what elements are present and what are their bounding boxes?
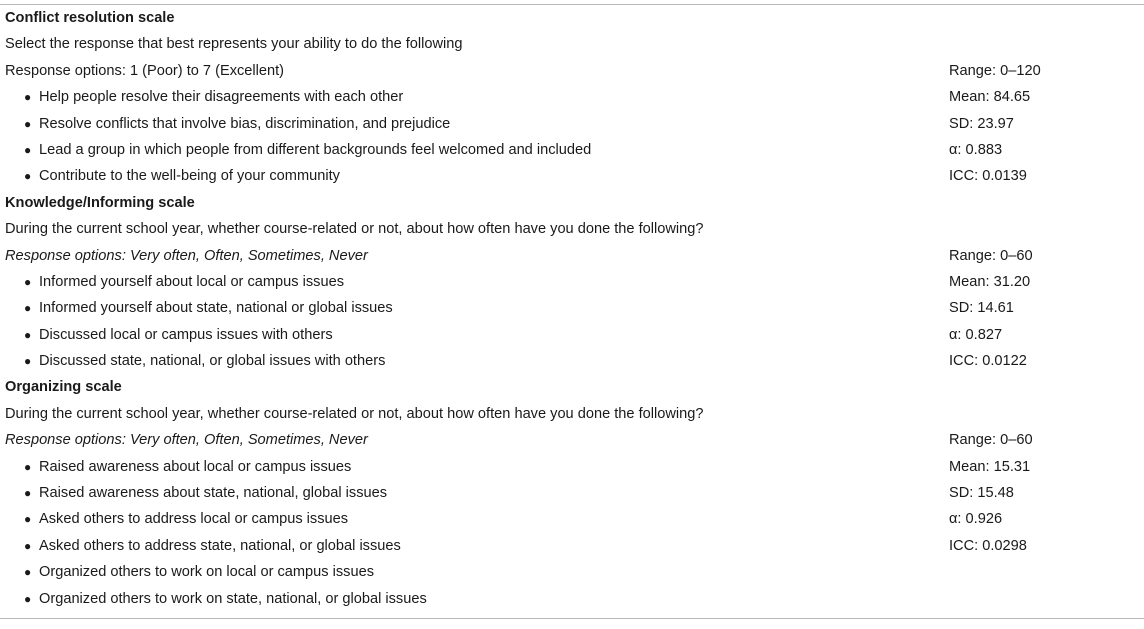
stat-icc: ICC: 0.0122: [949, 353, 1027, 370]
stat-sd: SD: 15.48: [949, 485, 1014, 502]
response-options: Response options: Very often, Often, Sometimes, Never: [5, 432, 368, 449]
response-options: Response options: 1 (Poor) to 7 (Excellent): [5, 62, 285, 79]
table-row: [0, 322, 1144, 348]
bullet-icon: [24, 480, 39, 506]
bullet-icon: [24, 348, 39, 374]
list-item: ●Organized others to work on local or campus issues: [24, 559, 374, 585]
instruction-row: [0, 401, 1144, 427]
section-instruction: Select the response that best represents your ability to do the following: [5, 36, 463, 53]
stat-icc: ICC: 0.0139: [949, 168, 1027, 185]
bullet-icon: [24, 269, 39, 295]
bullet-icon: [24, 137, 39, 163]
table-row: [0, 586, 1144, 612]
range-value: Range: 0–120: [949, 62, 1041, 79]
stat-mean: Mean: 31.20: [949, 273, 1031, 290]
bullet-icon: [24, 559, 39, 585]
list-item: ●Raised awareness about state, national, global issues: [24, 480, 387, 506]
response-options-row: [0, 427, 1144, 453]
table-row: [0, 295, 1144, 321]
table-row: [0, 559, 1144, 585]
list-item: ●Discussed local or campus issues with others: [24, 322, 333, 348]
list-item: ●Raised awareness about local or campus issues: [24, 454, 351, 480]
list-item: ●Asked others to address local or campus issues: [24, 506, 348, 532]
section-instruction: During the current school year, whether course-related or not, about how often have you done the following?: [5, 221, 704, 238]
table-row: [0, 506, 1144, 532]
bullet-icon: [24, 586, 39, 612]
scales-table: [0, 4, 1144, 619]
stat-alpha: α: 0.827: [949, 326, 1003, 343]
stat-sd: SD: 14.61: [949, 300, 1014, 317]
bullet-icon: [24, 111, 39, 137]
table-row: [0, 269, 1144, 295]
section-title: Conflict resolution scale: [5, 10, 175, 26]
list-item: ●Informed yourself about state, national or global issues: [24, 295, 393, 321]
bullet-icon: [24, 84, 39, 110]
stat-alpha: α: 0.926: [949, 511, 1003, 528]
instruction-row: [0, 31, 1144, 57]
section-title: Knowledge/Informing scale: [5, 194, 195, 211]
section-title: Organizing scale: [5, 379, 122, 396]
table-row: [0, 163, 1144, 189]
bullet-icon: [24, 506, 39, 532]
section-title-row: [0, 190, 1144, 216]
bullet-icon: [24, 454, 39, 480]
stat-alpha: α: 0.883: [949, 141, 1003, 158]
table-row: [0, 137, 1144, 163]
response-options-row: [0, 58, 1144, 84]
list-item: ●Help people resolve their disagreements with each other: [24, 84, 403, 110]
section-instruction: During the current school year, whether course-related or not, about how often have you done the following?: [5, 405, 704, 422]
bullet-icon: [24, 295, 39, 321]
stat-mean: Mean: 84.65: [949, 89, 1031, 106]
list-item: ●Asked others to address state, national, or global issues: [24, 533, 401, 559]
list-item: ●Discussed state, national, or global issues with others: [24, 348, 385, 374]
response-options: Response options: Very often, Often, Sometimes, Never: [5, 247, 368, 264]
stat-icc: ICC: 0.0298: [949, 537, 1027, 554]
table-row: [0, 111, 1144, 137]
list-item: ●Lead a group in which people from different backgrounds feel welcomed and included: [24, 137, 591, 163]
response-options-row: [0, 243, 1144, 269]
list-item: ●Resolve conflicts that involve bias, discrimination, and prejudice: [24, 111, 450, 137]
bullet-icon: [24, 163, 39, 189]
table-row: [0, 348, 1144, 374]
bullet-icon: [24, 533, 39, 559]
list-item: ●Informed yourself about local or campus issues: [24, 269, 344, 295]
section-title-row: [0, 374, 1144, 400]
instruction-row: [0, 216, 1144, 242]
list-item: ●Organized others to work on state, national, or global issues: [24, 586, 427, 612]
section-title-row: [0, 5, 1144, 31]
table-row: [0, 84, 1144, 110]
table-row: [0, 480, 1144, 506]
list-item: ●Contribute to the well-being of your community: [24, 163, 340, 189]
bullet-icon: [24, 322, 39, 348]
stat-sd: SD: 23.97: [949, 115, 1014, 132]
table-row: [0, 533, 1144, 559]
table-row: [0, 454, 1144, 480]
stat-mean: Mean: 15.31: [949, 458, 1031, 475]
range-value: Range: 0–60: [949, 432, 1033, 449]
range-value: Range: 0–60: [949, 247, 1033, 264]
